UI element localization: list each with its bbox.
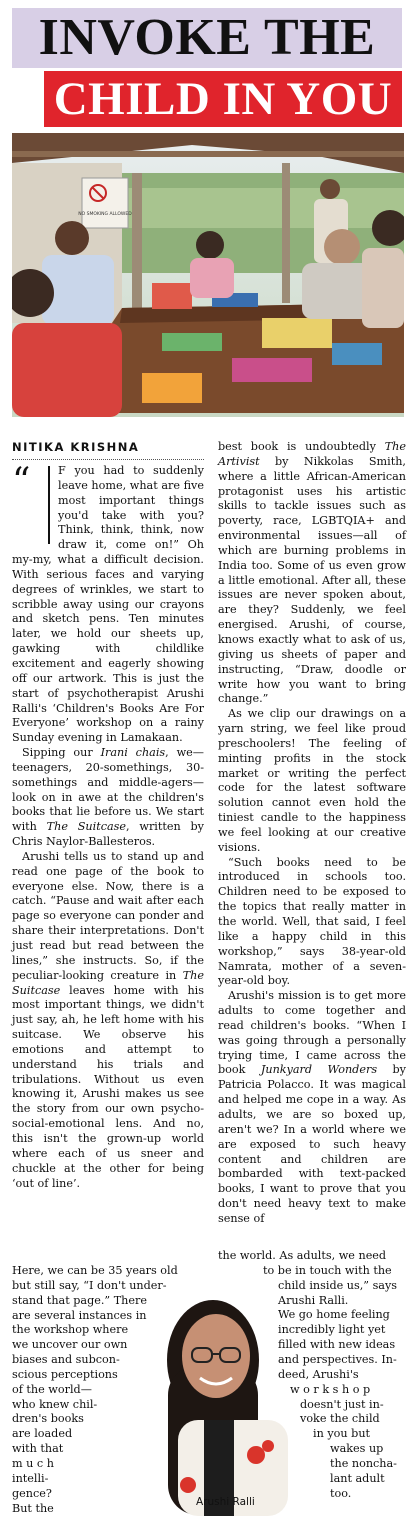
drop-cap-bar	[48, 466, 50, 544]
left-wrap-line: with that	[12, 1442, 64, 1456]
left-p2-a: Sipping our	[22, 746, 101, 760]
headline-line-1	[12, 8, 402, 68]
left-wrap-line: we uncover our own	[12, 1338, 128, 1352]
right-wrap-line: the noncha-	[330, 1456, 397, 1470]
right-paragraph-1	[218, 440, 406, 707]
left-wrap-line: biases and subcon-	[12, 1353, 120, 1367]
left-paragraph-1	[12, 461, 204, 746]
right-wrap-line: lant adult	[330, 1471, 385, 1485]
left-wrap-line: scious perceptions	[12, 1367, 118, 1381]
left-wrap-line: are several instances in	[12, 1308, 147, 1322]
right-wrap-line: We go home feeling	[278, 1308, 390, 1322]
right-wrap-line: w o r k s h o p	[290, 1382, 371, 1396]
left-wrap-line: who knew chil-	[12, 1397, 98, 1411]
right-wrap-line: deed, Arushi's	[278, 1367, 359, 1381]
left-p1-text: F you had to suddenly leave home, what are five most important things you'd take with you? Think, think, think, now draw it, come on!” Oh my-my, what a difficult decision. With serious faces and varying degrees of wrinkles, we start to scribble away using our crayons and sketch pens. Ten minutes later, we hold our sheets up, gawking with childlike excitement and eagerly showing off our artwork. This is just the start of psychotherapist Arushi Ralli's ‘Children's Books Are For Everyone’ workshop on a rainy Sunday evening in Lamakaan.	[12, 464, 204, 745]
left-p3-b: leaves home with his most important things, we didn't just say, ah, he left home with his suitcase. We observe his emotions and attempt to understand his trials and tribulations. Without us even knowing it, Arushi makes us see the story from our own psycho-social-emotional lens. And no, this isn't the grown-up world where each of us sneer and chuckle at the other for being ‘out of line’.	[12, 983, 204, 1190]
portrait-caption: Arushi Ralli	[196, 1496, 255, 1508]
left-wrap-line: gence?	[12, 1486, 52, 1500]
headline-text-1: INVOKE THE	[38, 9, 376, 66]
left-p2-irani: Irani chais	[100, 746, 166, 760]
byline: NITIKA KRISHNA	[12, 440, 140, 454]
right-p1-b: by Nikkolas Smith, where a little African-American protagonist uses his artistic skills to tackle issues such as poverty, race, LGBTQIA+ and environmental issues—all of which are burning problems in India too. Some of us even grow a little emotional. After all, these issues are never spoken about, are they? Suddenly, we feel energised. Arushi, of course, knows exactly what to ask of us, giving us sheets of paper and instructing, “Draw, doodle or write how you want to bring change.”	[218, 454, 406, 706]
right-wrap-line: voke the child	[300, 1412, 380, 1426]
portrait-photo	[108, 1270, 318, 1516]
left-p2-book-title: The Suitcase	[46, 820, 127, 834]
left-wrap-line: are loaded	[12, 1427, 73, 1441]
right-wrap-line: filled with new ideas	[278, 1338, 396, 1352]
right-wrap-line: and perspectives. In-	[278, 1352, 397, 1366]
right-p1-book-title: The Artivist	[218, 440, 406, 468]
right-p1-a: best book is undoubtedly	[218, 440, 385, 453]
left-wrap-line: m u c h	[12, 1456, 54, 1470]
right-wrap-line: Arushi Ralli.	[278, 1293, 349, 1307]
right-wrap-line: child inside us,” says	[278, 1278, 398, 1292]
right-paragraph-2: As we clip our drawings on a yarn string, we feel like proud preschoolers! The feeling of minting profits in the stock market or writing the perfect code for the latest software solution cannot even hold the tiniest candle to the happiness we feel looking at our creative visions.	[218, 707, 406, 854]
sign-text: NO SMOKING ALLOWED	[78, 212, 132, 217]
left-paragraph-3	[12, 850, 204, 1191]
left-wrap-line: But the	[12, 1501, 54, 1515]
right-p4-b: by Patricia Polacco. It was magical and helped me cope in a way. As adults, we are so boxed up, aren't we? In a world where we are exposed to such heavy content and children are bombarded with text-packed books, I want to prove that you don't need heavy text to make sense of	[218, 1063, 407, 1225]
right-column	[218, 440, 406, 1227]
left-wrap-line: of the world—	[12, 1382, 92, 1396]
left-p2-c: , written by Chris Naylor-Ballesteros.	[12, 820, 204, 849]
quote-mark: “	[12, 461, 31, 502]
right-paragraph-3: “Such books need to be introduced in schools too. Children need to be exposed to the topics that really matter in the world. Well, that said, I feel like a happy child in this workshop,” says 38-year-old Namrata, mother of a seven-year-old boy.	[218, 855, 406, 988]
left-p3-book-title: The Suitcase	[12, 968, 204, 997]
right-paragraph-4	[218, 989, 406, 1227]
right-wrap-line: in you but	[313, 1427, 371, 1441]
left-wrap-line: Here, we can be 35 years old	[12, 1264, 178, 1277]
headline-text-2: CHILD IN YOU	[53, 73, 393, 125]
right-wrap-line: the world. As adults, we need	[218, 1249, 387, 1262]
portrait-illustration	[108, 1270, 318, 1516]
left-paragraph-2	[12, 746, 204, 850]
left-wrap-line: but still say, “I don't under-	[12, 1278, 167, 1292]
left-wrap-line: stand that page.” There	[12, 1293, 147, 1307]
right-wrap-line: doesn't just in-	[300, 1397, 384, 1411]
right-wrap-line: wakes up	[330, 1442, 384, 1456]
left-wrap-line: intelli-	[12, 1471, 49, 1485]
right-wrap-line: incredibly light yet	[278, 1323, 386, 1337]
left-p3-a: Arushi tells us to stand up and read one page of the book to everyone else. Now, there is a catch. “Pause and wait after each page so everyone can ponder and share their interpretations. Don't just read but read between the lines,” she instructs. So, if the peculiar-looking creature in	[12, 849, 204, 982]
left-wrap-line: the workshop where	[12, 1323, 129, 1337]
right-wrap-line: to be in touch with the	[263, 1263, 392, 1277]
left-p2-b: , we—teenagers, 20-somethings, 30-somethings and middle-agers—look on in awe at the children's books that lie before us. We start with	[12, 746, 204, 834]
workshop-photo	[12, 133, 404, 417]
left-wrap-line: dren's books	[12, 1412, 84, 1426]
right-p4-a: Arushi's mission is to get more adults to come together and read children's books. “When I was going through a personally trying time, I came across the book	[218, 989, 406, 1077]
right-p4-book-title: Junkyard Wonders	[260, 1063, 378, 1077]
headline-line-2	[44, 71, 402, 127]
workshop-photo-illustration	[12, 133, 404, 417]
byline-divider	[12, 459, 204, 460]
right-wrap-line: too.	[330, 1486, 352, 1500]
left-column	[12, 461, 204, 1191]
